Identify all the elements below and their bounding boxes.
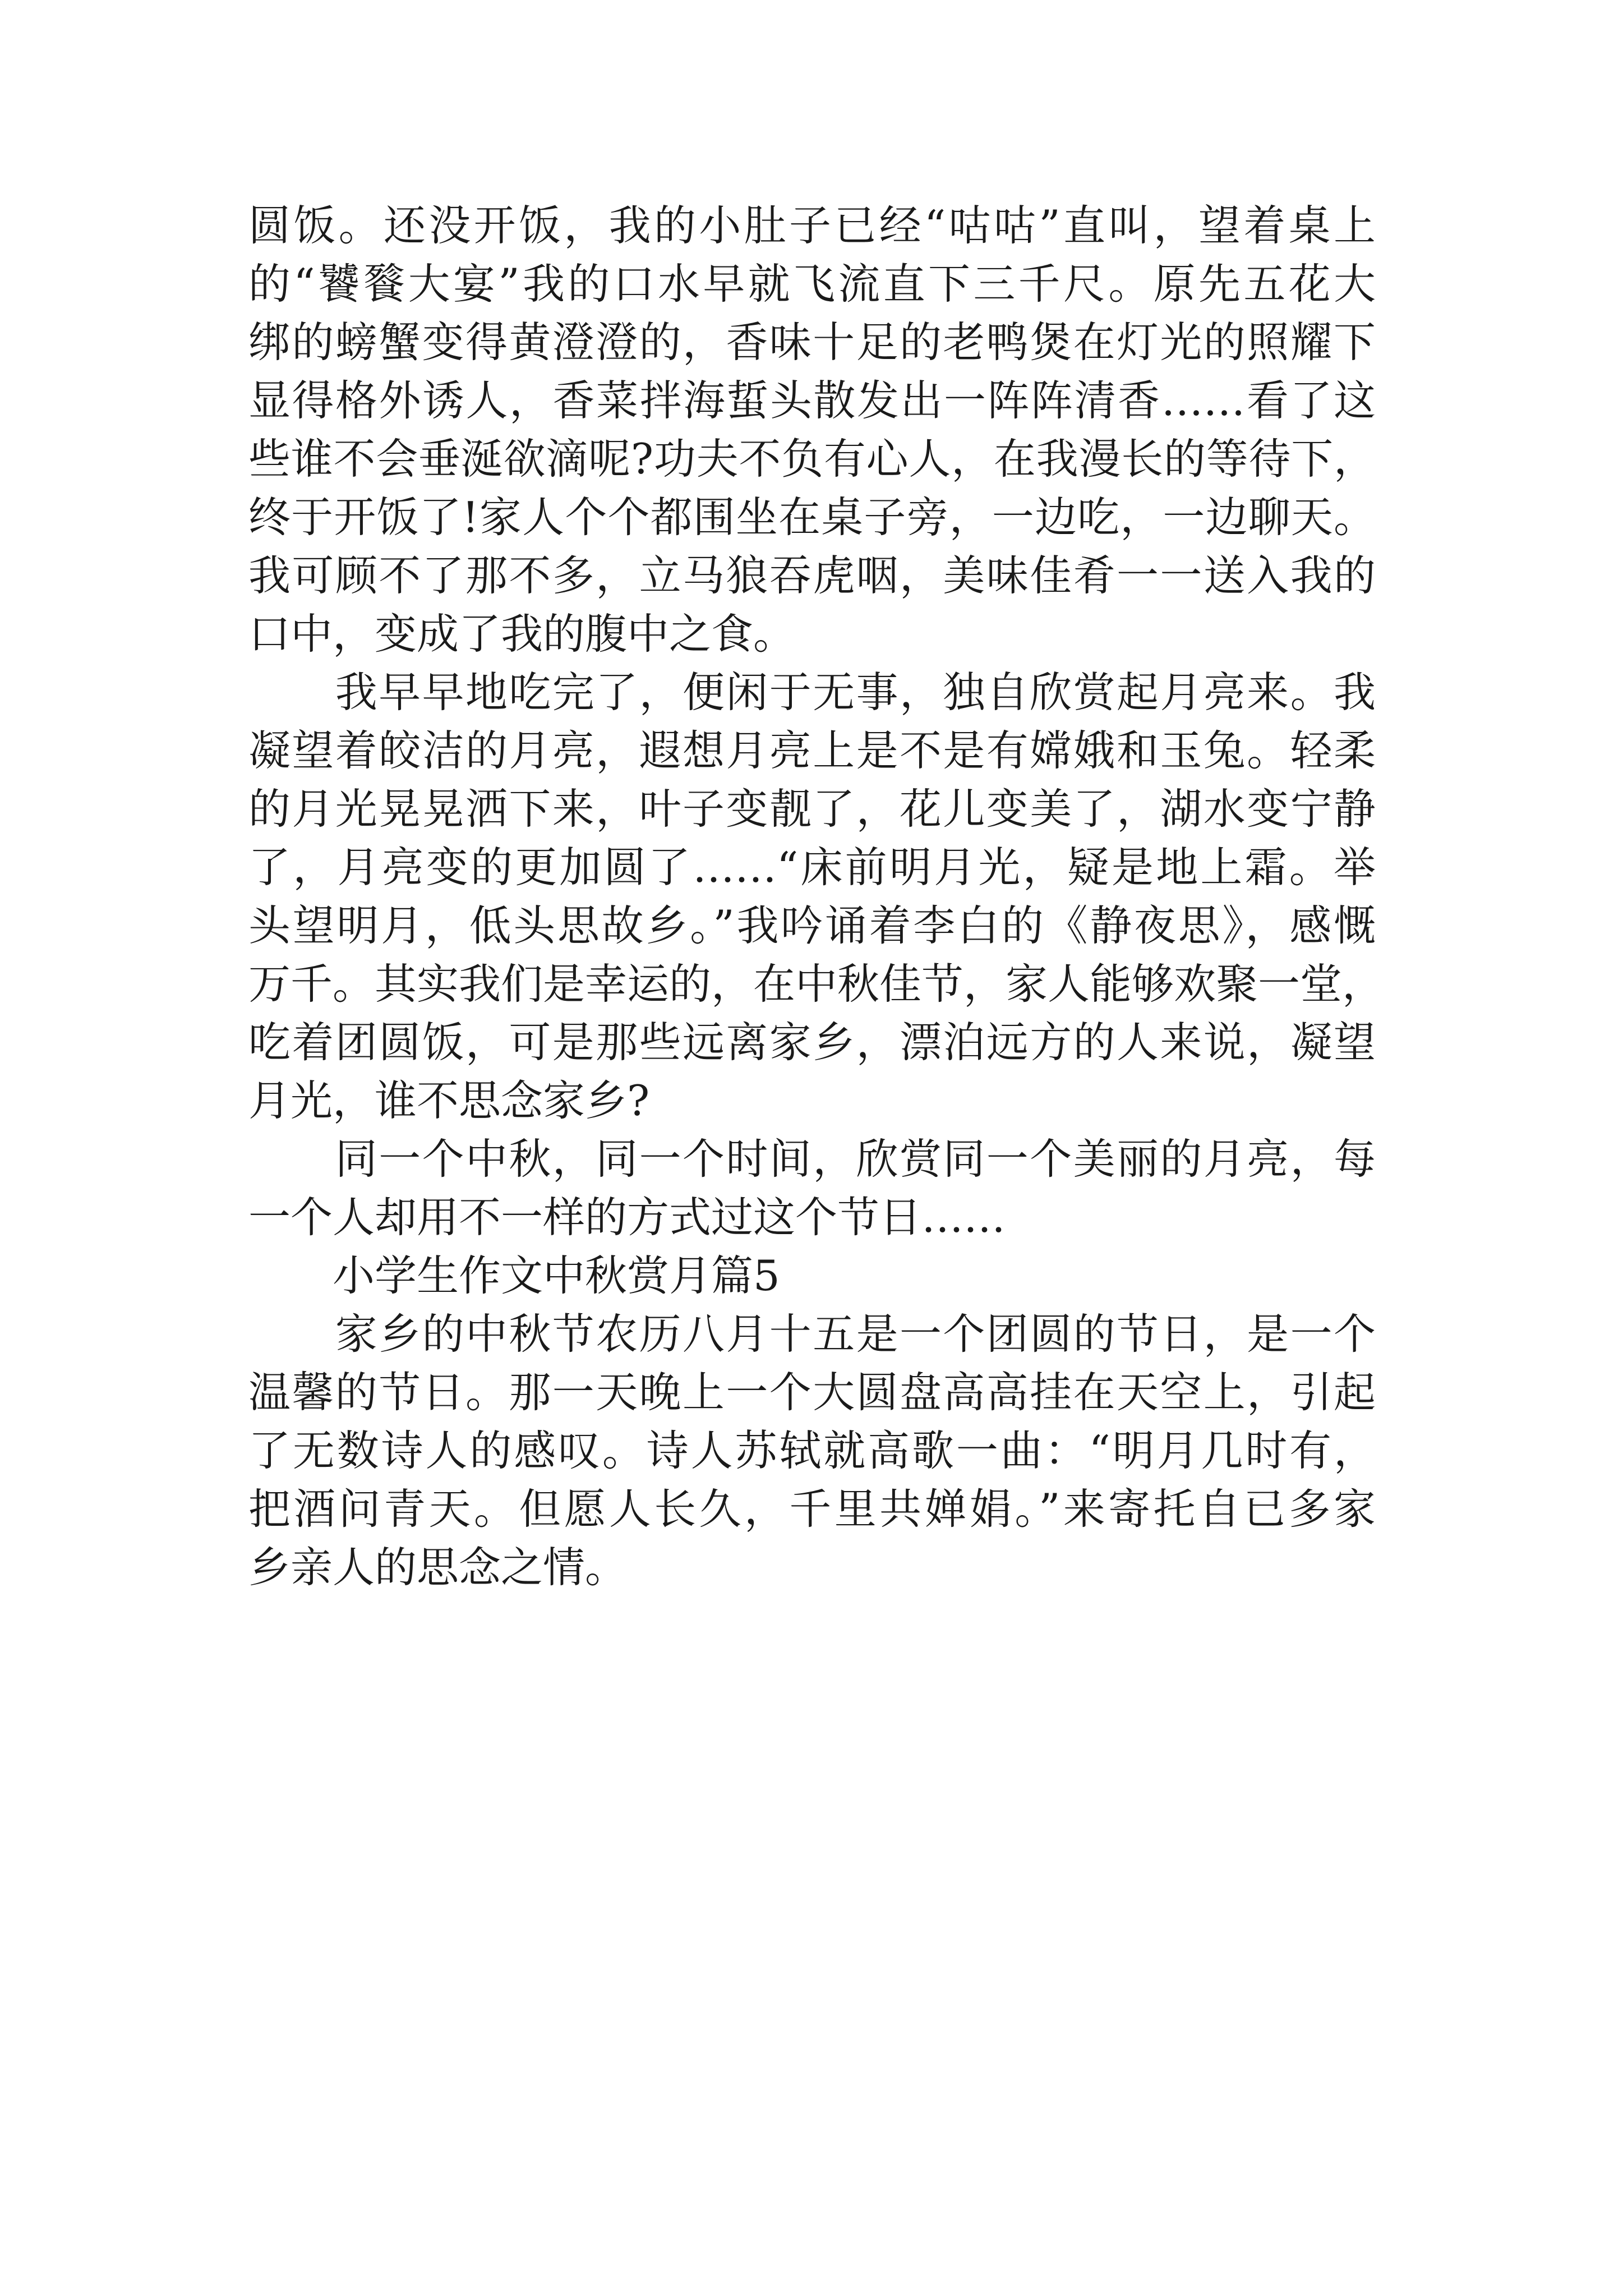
text-line: 头望明月，低头思故乡。”我吟诵着李白的《静夜思》，感慨 <box>248 901 1376 950</box>
text-line: 了无数诗人的感叹。诗人苏轼就高歌一曲：“明月几时有， <box>248 1426 1376 1475</box>
text-line: 把酒问青天。但愿人长久，千里共婵娟。”来寄托自已多家 <box>248 1484 1376 1534</box>
text-line: 温馨的节日。那一天晚上一个大圆盘高高挂在天空上，引起 <box>248 1368 1376 1417</box>
text-line: 的“饕餮大宴”我的口水早就飞流直下三千尺。原先五花大 <box>248 259 1376 309</box>
text-line: 我可顾不了那不多，立马狼吞虎咽，美味佳肴一一送入我的 <box>248 551 1376 600</box>
text-line: 我早早地吃完了，便闲于无事，独自欣赏起月亮来。我 <box>248 668 1376 717</box>
text-line: 口中，变成了我的腹中之食。 <box>248 609 796 659</box>
text-line: 万千。其实我们是幸运的，在中秋佳节，家人能够欢聚一堂， <box>248 959 1385 1009</box>
text-line: 绑的螃蟹变得黄澄澄的，香味十足的老鸭煲在灯光的照耀下 <box>248 318 1376 367</box>
document-body <box>248 196 1385 1596</box>
text-line: 的月光晃晃洒下来，叶子变靓了，花儿变美了，湖水变宁静 <box>248 784 1376 834</box>
text-line: 显得格外诱人，香菜拌海蜇头散发出一阵阵清香……看了这 <box>248 376 1376 425</box>
section-heading: 小学生作文中秋赏月篇5 <box>248 1251 780 1300</box>
text-line: 乡亲人的思念之情。 <box>248 1543 628 1592</box>
text-line: 同一个中秋，同一个时间，欣赏同一个美丽的月亮，每 <box>248 1134 1376 1184</box>
text-line: 一个人却用不一样的方式过这个节日…… <box>248 1193 1006 1242</box>
text-line: 些谁不会垂涎欲滴呢?功夫不负有心人，在我漫长的等待下， <box>248 434 1376 484</box>
text-line: 月光，谁不思念家乡? <box>248 1076 650 1125</box>
text-line: 圆饭。还没开饭，我的小肚子已经“咕咕”直叫，望着桌上 <box>248 201 1376 250</box>
text-line: 吃着团圆饭，可是那些远离家乡，漂泊远方的人来说，凝望 <box>248 1018 1376 1067</box>
text-line: 终于开饭了!家人个个都围坐在桌子旁，一边吃，一边聊天。 <box>248 493 1376 542</box>
text-line: 了，月亮变的更加圆了……“床前明月光，疑是地上霜。举 <box>248 843 1376 892</box>
text-line: 家乡的中秋节农历八月十五是一个团圆的节日，是一个 <box>248 1309 1376 1359</box>
text-line: 凝望着皎洁的月亮，遐想月亮上是不是有嫦娥和玉兔。轻柔 <box>248 726 1376 775</box>
